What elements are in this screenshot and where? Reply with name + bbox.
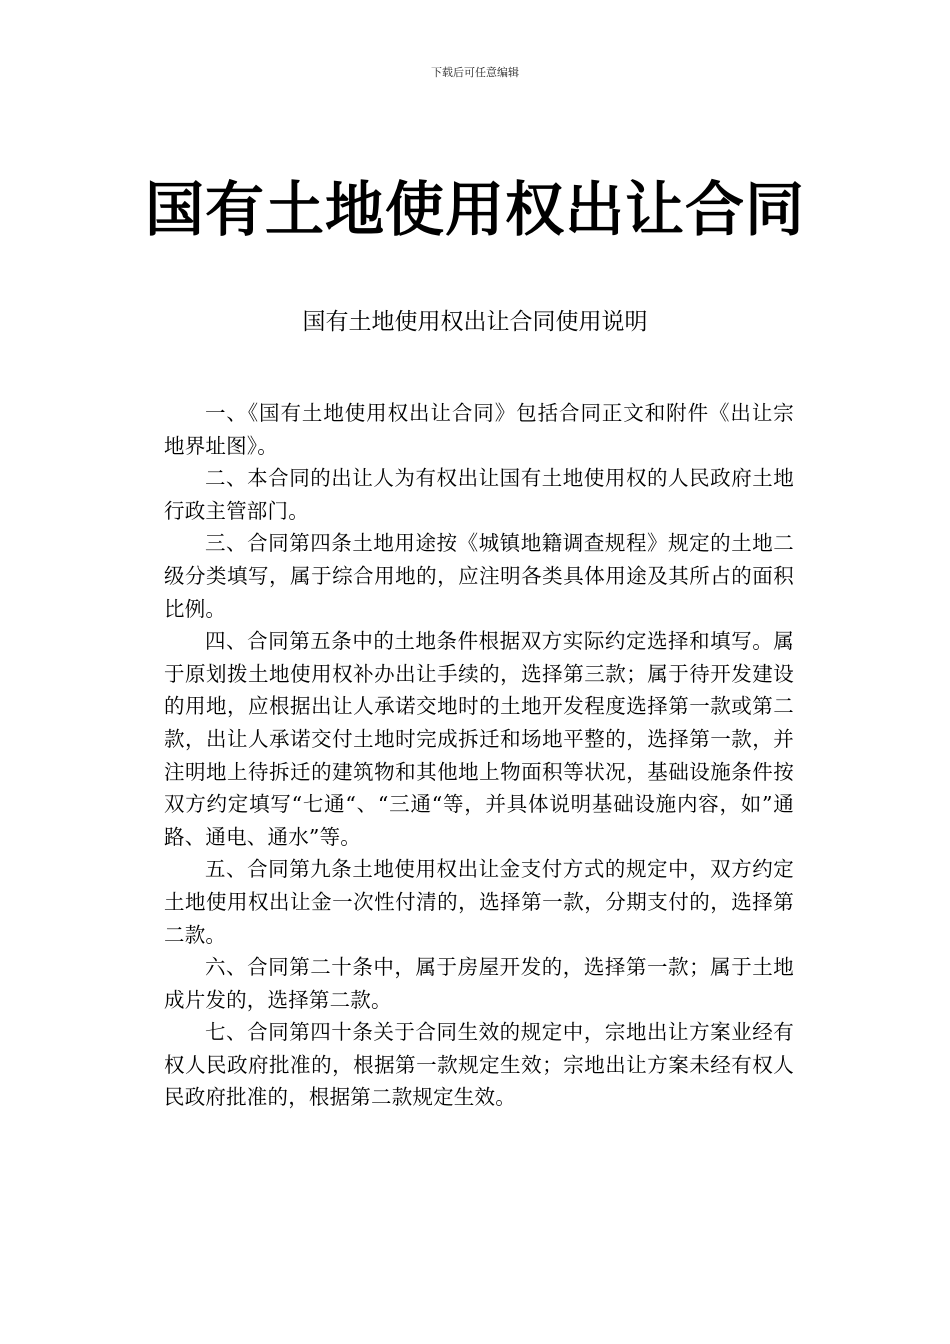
header-note: 下载后可任意编辑 <box>431 66 519 79</box>
paragraph-5: 五、合同第九条土地使用权出让金支付方式的规定中，双方约定土地使用权出让金一次性付清的，选择第一款，分期支付的，选择第二款。 <box>164 857 794 947</box>
paragraph-4: 四、合同第五条中的土地条件根据双方实际约定选择和填写。属于原划拨土地使用权补办出让手续的，选择第三款；属于待开发建设的用地，应根据出让人承诺交地时的土地开发程度选择第一款或第二款，出让人承诺交付土地时完成拆迁和场地平整的，选择第一款，并注明地上待拆迁的建筑物和其他地上物面积等状况，基础设施条件按双方约定填写“七通“、“三通“等，并具体说明基础设施内容，如”通路、通电、通水”等。 <box>164 629 794 849</box>
paragraph-6: 六、合同第二十条中，属于房屋开发的，选择第一款；属于土地成片发的，选择第二款。 <box>164 955 794 1012</box>
document-body <box>164 397 794 1114</box>
paragraph-7: 七、合同第四十条关于合同生效的规定中，宗地出让方案业经有权人民政府批准的，根据第一款规定生效；宗地出让方案未经有权人民政府批准的，根据第二款规定生效。 <box>164 1020 794 1110</box>
paragraph-3: 三、合同第四条土地用途按《城镇地籍调查规程》规定的土地二级分类填写，属于综合用地的，应注明各类具体用途及其所占的面积比例。 <box>164 531 794 621</box>
paragraph-2: 二、本合同的出让人为有权出让国有土地使用权的人民政府土地行政主管部门。 <box>164 466 794 523</box>
document-subtitle: 国有土地使用权出让合同使用说明 <box>302 309 648 335</box>
document-title: 国有土地使用权出让合同 <box>144 175 805 244</box>
paragraph-1: 一、《国有土地使用权出让合同》包括合同正文和附件《出让宗地界址图》。 <box>164 401 794 458</box>
